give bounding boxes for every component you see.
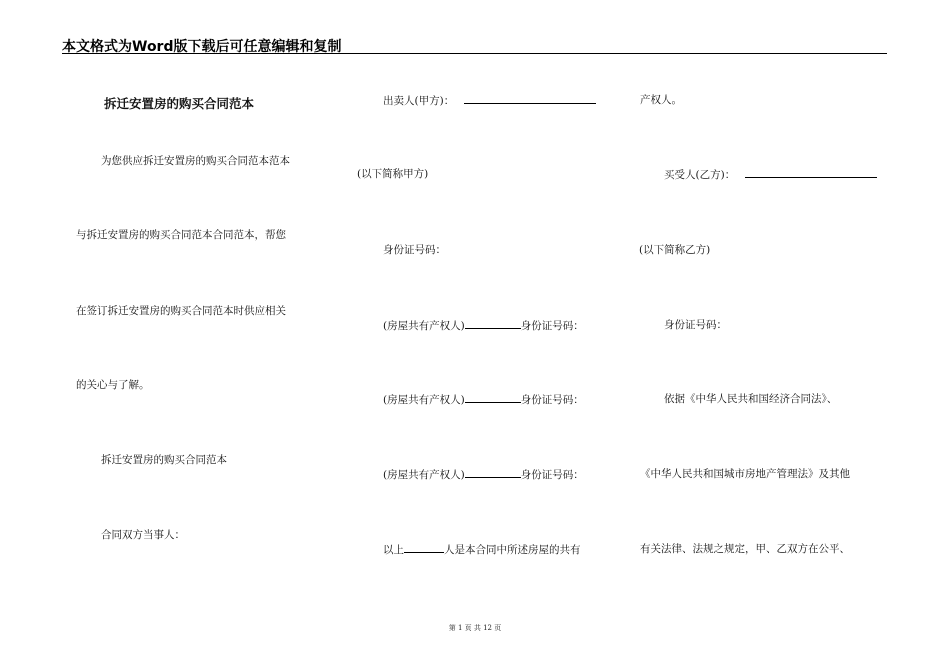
document-header: 本文格式为Word版下载后可任意编辑和复制 xyxy=(62,39,342,55)
buyer-line xyxy=(664,167,877,182)
co-owner-id-label: 身份证号码： xyxy=(520,320,584,332)
intro-line-2: 与拆迁安置房的购买合同范本合同范本，帮您 xyxy=(76,229,286,241)
co-owner-id-label: 身份证号码： xyxy=(520,394,584,406)
co-owner-line-1 xyxy=(383,318,584,333)
buyer-id: 身份证号码： xyxy=(664,319,727,331)
subtitle: 拆迁安置房的购买合同范本 xyxy=(101,454,227,466)
co-owner-blank xyxy=(465,392,521,403)
above-suffix: 人是本合同中所述房屋的共有 xyxy=(444,544,581,556)
co-owner-id-label: 身份证号码： xyxy=(520,469,584,481)
buyer-blank xyxy=(745,167,877,178)
intro-line-3: 在签订拆迁安置房的购买合同范本时供应相关 xyxy=(76,305,286,317)
buyer-alias: (以下简称乙方) xyxy=(639,244,711,256)
page-footer: 第 1 页 共 12 页 xyxy=(448,624,502,632)
document-title: 拆迁安置房的购买合同范本 xyxy=(104,96,255,111)
co-owner-label: (房屋共有产权人) xyxy=(383,320,465,332)
co-owner-label: (房屋共有产权人) xyxy=(383,394,465,406)
law-line-2: 《中华人民共和国城市房地产管理法》及其他 xyxy=(640,468,850,480)
co-owner-blank xyxy=(465,318,521,329)
seller-line xyxy=(383,93,596,108)
co-owner-label: (房屋共有产权人) xyxy=(383,469,465,481)
seller-blank xyxy=(464,93,596,104)
co-owner-line-2 xyxy=(383,392,584,407)
owner-text: 产权人。 xyxy=(640,94,682,106)
header-rule xyxy=(62,53,887,54)
buyer-label: 买受人(乙方)： xyxy=(664,169,736,181)
intro-line-1: 为您供应拆迁安置房的购买合同范本范本 xyxy=(101,155,290,167)
seller-alias: (以下简称甲方) xyxy=(357,168,429,180)
seller-label: 出卖人(甲方)： xyxy=(383,95,455,107)
intro-line-4: 的关心与了解。 xyxy=(76,379,150,391)
parties-heading: 合同双方当事人： xyxy=(101,529,185,541)
seller-id: 身份证号码： xyxy=(383,244,446,256)
co-owner-blank xyxy=(465,467,521,478)
co-owners-statement xyxy=(383,542,581,557)
law-line-3: 有关法律、法规之规定，甲、乙双方在公平、 xyxy=(640,543,850,555)
co-owner-count-blank xyxy=(404,542,444,553)
law-line-1: 依据《中华人民共和国经济合同法》、 xyxy=(664,393,838,405)
above-prefix: 以上 xyxy=(383,544,404,556)
co-owner-line-3 xyxy=(383,467,584,482)
